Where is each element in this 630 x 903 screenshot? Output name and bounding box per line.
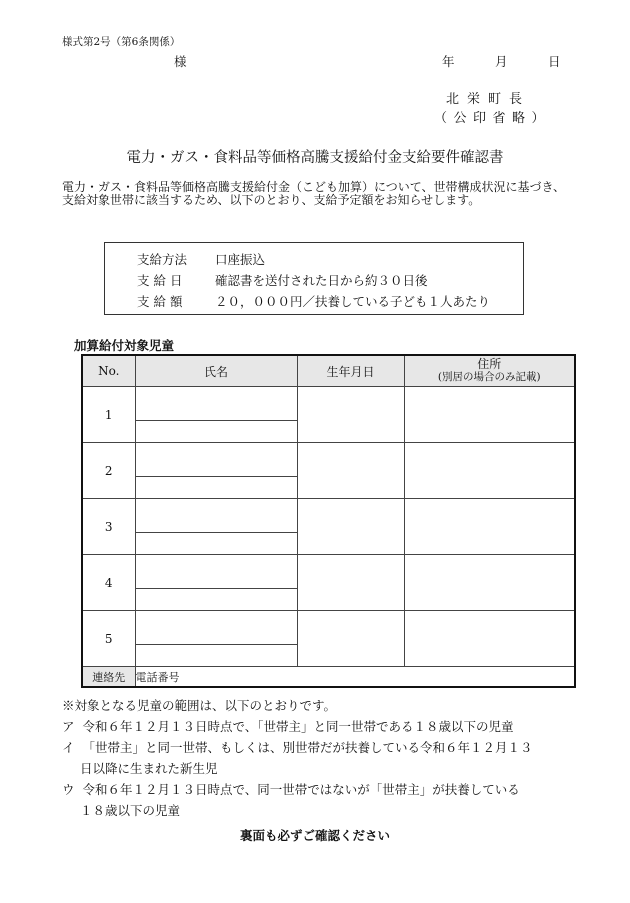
note-item-a (62, 716, 532, 737)
header-birthdate: 生年月日 (297, 355, 404, 387)
addressee-suffix: 様 (174, 54, 187, 69)
note-item-u-cont: １８歳以下の児童 (80, 803, 181, 818)
date-year: 年 (442, 54, 455, 69)
note-text: 令和６年１２月１３日時点で、同一世帯ではないが「世帯主」が扶養している (82, 782, 520, 797)
child-address-cell[interactable] (404, 611, 575, 667)
form-number: 様式第2号（第6条関係） (62, 36, 181, 48)
note-mark: イ (62, 740, 75, 755)
table-header-row (82, 355, 575, 387)
payment-amount-row (137, 292, 490, 310)
children-table (81, 354, 576, 688)
child-address-cell[interactable] (404, 443, 575, 499)
note-text: 令和６年１２月１３日時点で、「世帯主」と同一世帯である１８歳以下の児童 (82, 719, 514, 734)
child-birthdate-cell[interactable] (297, 499, 404, 555)
note-mark: ア (62, 719, 75, 734)
note-text: 「世帯主」と同一世帯、もしくは、別世帯だが扶養している令和６年１２月１３ (82, 740, 533, 755)
note-item-i (62, 737, 532, 758)
note-item-i-cont: 日以降に生まれた新生児 (80, 761, 218, 776)
payment-date-value: 確認書を送付された日から約３０日後 (215, 273, 428, 288)
row-number: 2 (82, 443, 135, 499)
notes-intro: ※対象となる児童の範囲は、以下のとおりです。 (62, 698, 337, 713)
document-title: 電力・ガス・食料品等価格高騰支援給付金支給要件確認書 (126, 150, 504, 166)
note-item-u (62, 779, 532, 800)
children-table-title: 加算給付対象児童 (74, 338, 175, 353)
row-number: 3 (82, 499, 135, 555)
child-birthdate-cell[interactable] (297, 387, 404, 443)
intro-paragraph: 電力・ガス・食料品等価格高騰支援給付金（こども加算）について、世帯構成状況に基づき、支給対象世帯に該当するため、以下のとおり、支給予定額をお知らせします。 (62, 180, 566, 207)
name-furigana-line[interactable] (136, 408, 297, 421)
child-name-cell[interactable] (135, 555, 297, 611)
seal-omitted-note: （公印省略） (434, 111, 552, 126)
date-day: 日 (548, 54, 561, 69)
contact-row (82, 667, 575, 688)
child-address-cell[interactable] (404, 499, 575, 555)
header-no: No. (82, 355, 135, 387)
name-furigana-line[interactable] (136, 632, 297, 645)
issuer-title: 北栄町長 (446, 92, 531, 107)
eligibility-notes (62, 695, 532, 821)
child-name-cell[interactable] (135, 443, 297, 499)
name-furigana-line[interactable] (136, 520, 297, 533)
payment-method-value: 口座振込 (215, 252, 266, 267)
payment-date-row (137, 271, 428, 289)
table-row (82, 443, 575, 499)
contact-label: 連絡先 (82, 667, 135, 688)
payment-amount-label: 支 給 額 (137, 294, 183, 309)
payment-info-box (104, 242, 524, 315)
table-row (82, 499, 575, 555)
header-address-label: 住所 (477, 357, 502, 371)
child-address-cell[interactable] (404, 387, 575, 443)
phone-number-field[interactable] (135, 667, 575, 688)
phone-number-label: 電話番号 (135, 670, 180, 684)
header-address (404, 355, 575, 387)
child-name-cell[interactable] (135, 611, 297, 667)
child-name-cell[interactable] (135, 499, 297, 555)
child-birthdate-cell[interactable] (297, 611, 404, 667)
table-row (82, 611, 575, 667)
payment-method-label: 支給方法 (137, 252, 188, 267)
closing-reminder: 裏面も必ずご確認ください (239, 828, 390, 843)
row-number: 4 (82, 555, 135, 611)
date-month: 月 (495, 54, 508, 69)
payment-amount-value: ２０，０００円／扶養している子ども１人あたり (215, 294, 491, 309)
table-row (82, 555, 575, 611)
payment-date-label: 支 給 日 (137, 273, 183, 288)
note-mark: ウ (62, 782, 75, 797)
header-name: 氏名 (135, 355, 297, 387)
name-furigana-line[interactable] (136, 576, 297, 589)
child-birthdate-cell[interactable] (297, 443, 404, 499)
table-row (82, 387, 575, 443)
row-number: 1 (82, 387, 135, 443)
payment-method-row (137, 250, 265, 268)
child-birthdate-cell[interactable] (297, 555, 404, 611)
child-name-cell[interactable] (135, 387, 297, 443)
row-number: 5 (82, 611, 135, 667)
child-address-cell[interactable] (404, 555, 575, 611)
name-furigana-line[interactable] (136, 464, 297, 477)
header-address-note: (別居の場合のみ記載) (437, 371, 541, 383)
